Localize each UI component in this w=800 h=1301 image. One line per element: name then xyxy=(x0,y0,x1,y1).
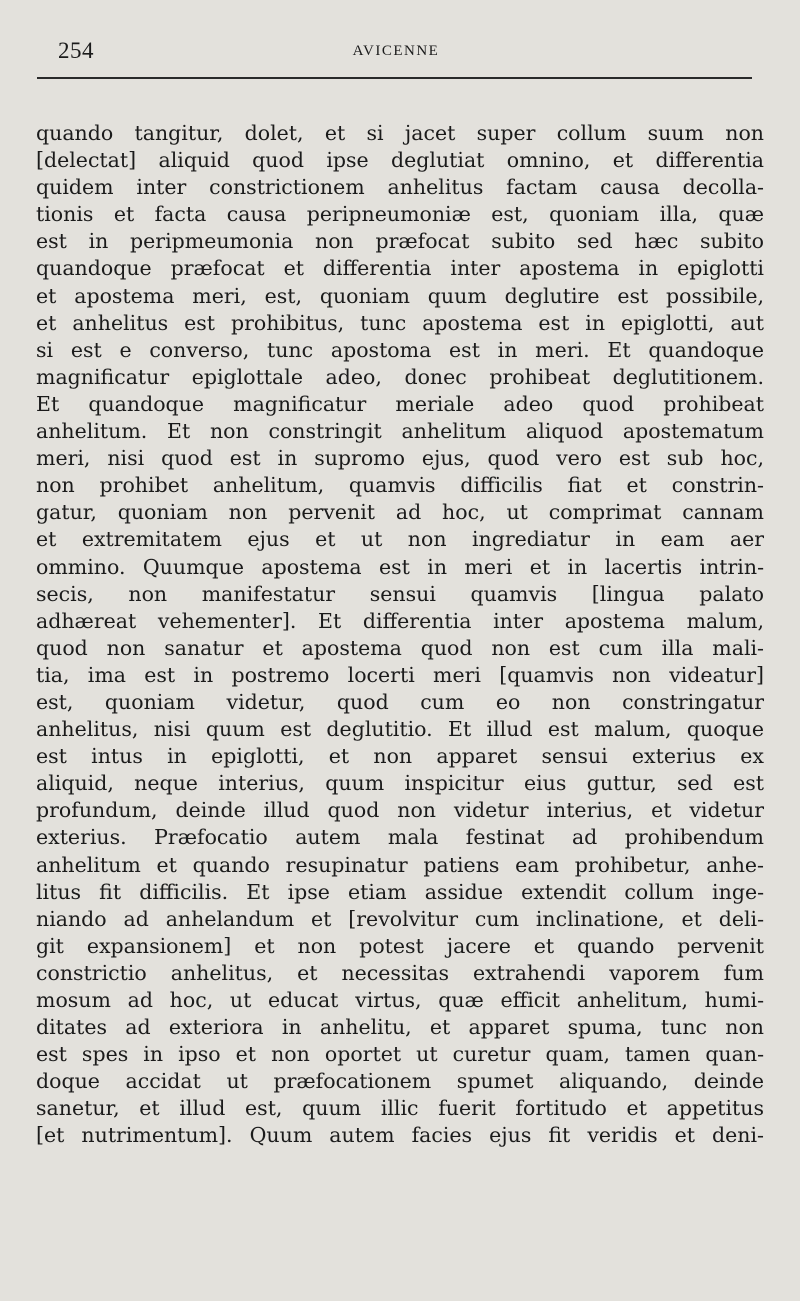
text-line: [delectat] aliquid quod ipse deglutiat omnino, et differentia xyxy=(36,148,764,173)
text-line: litus fit difficilis. Et ipse etiam assidue extendit collum inge- xyxy=(36,879,764,904)
text-line: ommino. Quumque apostema est in meri et in lacertis intrin- xyxy=(36,554,764,579)
text-line: constrictio anhelitus, et necessitas extrahendi vaporem fum xyxy=(36,960,764,985)
text-line: est intus in epiglotti, et non apparet sensui exterius ex xyxy=(36,744,764,769)
page-number: 254 xyxy=(58,38,94,63)
text-line: anhelitus, nisi quum est deglutitio. Et illud est malum, quoque xyxy=(36,717,764,742)
text-line: adhæreat vehementer]. Et differentia inter apostema malum, xyxy=(36,608,764,633)
text-line: gatur, quoniam non pervenit ad hoc, ut comprimat cannam xyxy=(36,500,764,525)
text-line: et anhelitus est prohibitus, tunc apostema est in epiglotti, aut xyxy=(36,310,764,335)
text-line: profundum, deinde illud quod non videtur interius, et videtur xyxy=(36,798,764,823)
text-line: sanetur, et illud est, quum illic fuerit fortitudo et appetitus xyxy=(36,1096,764,1121)
text-line: aliquid, neque interius, quum inspicitur eius guttur, sed est xyxy=(36,771,764,796)
header-rule xyxy=(37,77,752,79)
text-line: quod non sanatur et apostema quod non est cum illa mali- xyxy=(36,635,764,660)
text-line: exterius. Præfocatio autem mala festinat ad prohibendum xyxy=(36,825,764,850)
text-line: ditates ad exteriora in anhelitu, et apparet spuma, tunc non xyxy=(36,1015,764,1040)
text-line: anhelitum et quando resupinatur patiens eam prohibetur, anhe- xyxy=(36,852,764,877)
text-line: mosum ad hoc, ut educat virtus, quæ efficit anhelitum, humi- xyxy=(36,988,764,1012)
text-line: tia, ima est in postremo locerti meri [quamvis non videatur] xyxy=(36,662,764,687)
text-line: meri, nisi quod est in supromo ejus, quod vero est sub hoc, xyxy=(36,446,764,471)
text-line: secis, non manifestatur sensui quamvis [lingua palato xyxy=(36,581,764,606)
text-line: magnificatur epiglottale adeo, donec prohibeat deglutitionem. xyxy=(36,364,764,389)
text-line: et extremitatem ejus et ut non ingrediatur in eam aer xyxy=(36,527,764,552)
page-header xyxy=(40,34,752,74)
text-line: niando ad anhelandum et [revolvitur cum inclinatione, et deli- xyxy=(36,906,764,931)
running-title: AVICENNE xyxy=(352,43,440,59)
text-line: est in peripmeumonia non præfocat subito sed hæc subito xyxy=(36,229,764,254)
text-line: est, quoniam videtur, quod cum eo non constringatur xyxy=(36,689,764,714)
text-line: quando tangitur, dolet, et si jacet super collum suum non xyxy=(36,121,764,145)
text-line: git expansionem] et non potest jacere et quando pervenit xyxy=(36,933,764,958)
text-line: quandoque præfocat et differentia inter apostema in epiglotti xyxy=(36,256,764,281)
text-line: et apostema meri, est, quoniam quum deglutire est possibile, xyxy=(36,283,764,308)
text-line: tionis et facta causa peripneumoniæ est, quoniam illa, quæ xyxy=(36,202,764,227)
text-line: est spes in ipso et non oportet ut curetur quam, tamen quan- xyxy=(36,1042,764,1067)
text-line: Et quandoque magnificatur meriale adeo quod prohibeat xyxy=(36,391,764,416)
text-line: doque accidat ut præfocationem spumet aliquando, deinde xyxy=(36,1069,764,1094)
text-line: si est e converso, tunc apostoma est in meri. Et quandoque xyxy=(36,337,764,362)
text-line: non prohibet anhelitum, quamvis difficilis fiat et constrin- xyxy=(36,473,764,498)
text-line: [et nutrimentum]. Quum autem facies ejus fit veridis et deni- xyxy=(36,1123,764,1148)
text-line: anhelitum. Et non constringit anhelitum aliquod apostematum xyxy=(36,419,764,444)
text-line: quidem inter constrictionem anhelitus factam causa decolla- xyxy=(36,175,764,200)
body-text xyxy=(36,120,764,1150)
